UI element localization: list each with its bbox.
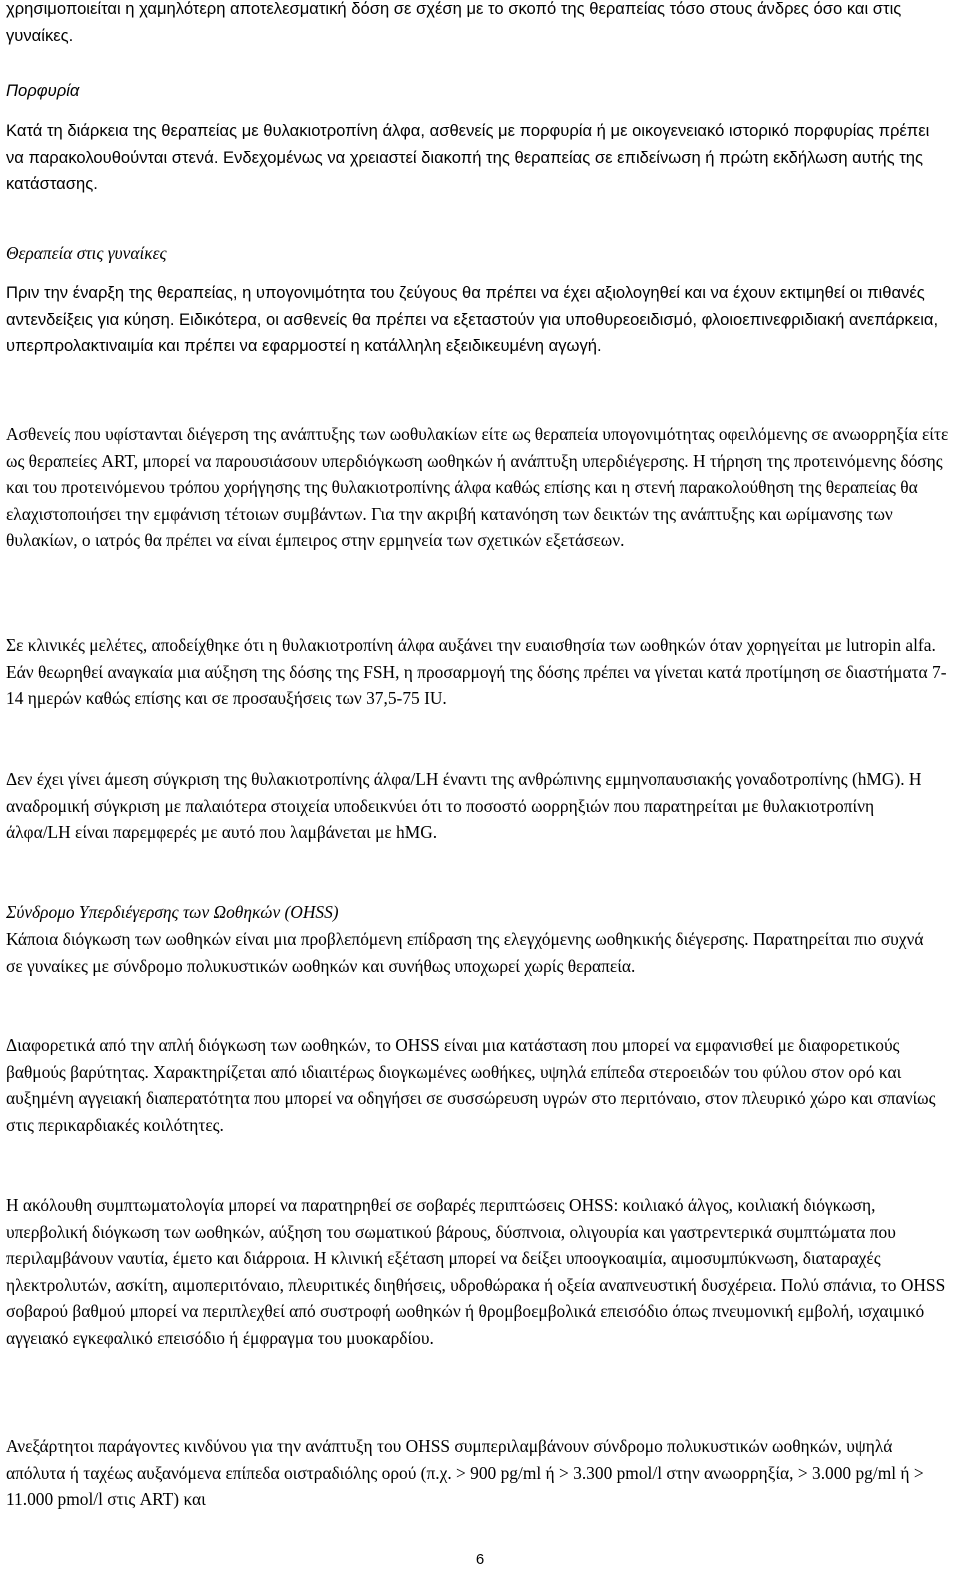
porphyria-heading: Πορφυρία	[6, 81, 80, 100]
page-number: 6	[475, 1551, 485, 1568]
women-therapy-paragraph: Πριν την έναρξη της θεραπείας, η υπογονιμότητα του ζεύγους θα πρέπει να έχει αξιολογηθεί και να έχουν εκτιμηθεί οι πιθανές αντενδείξεις για κύηση. Ειδικότερα, οι ασθενείς θα πρέπει να εξεταστούν για υποθυρεοειδισμό, φλοιοεπινεφριδιακή ανεπάρκεια, υπερπρολακτιναιμία και πρέπει να εφαρμοστεί η κατάλληλη εξειδικευμένη αγωγή.	[6, 283, 939, 355]
ohss-paragraph: Κάποια διόγκωση των ωοθηκών είναι μια προβλεπόμενη επίδραση της ελεγχόμενης ωοθηκικής διέγερσης. Παρατηρείται πιο συχνά σε γυναίκες με σύνδρομο πολυκυστικών ωοθηκών και συνήθως υποχωρεί χωρίς θεραπεία.	[6, 929, 924, 976]
ohss-heading: Σύνδρομο Υπερδιέγερσης των Ωοθηκών (OHSS)	[6, 902, 339, 922]
ovulation-induction-paragraph: Ασθενείς που υφίστανται διέγερση της ανάπτυξης των ωοθυλακίων είτε ως θεραπεία υπογονιμότητας οφειλόμενης σε ανωορρηξία είτε ως θεραπείες ART, μπορεί να παρουσιάσουν υπερδιόγκωση ωοθηκών ή ανάπτυξη υπερδιέγερσης. Η τήρηση της προτεινόμενης δόσης και του προτεινόμενου τρόπου χορήγησης της θυλακιοτροπίνης άλφα καθώς επίσης και η στενή παρακολούθηση της θεραπείας θα ελαχιστοποιήσει την εμφάνιση τέτοιων συμβάντων. Για την ακριβή κατανόηση των δεικτών της ανάπτυξης και ωρίμανσης των θυλακίων, ο ιατρός θα πρέπει να είναι έμπειρος στην ερμηνεία των σχετικών εξετάσεων.	[6, 424, 949, 551]
ohss-symptoms-paragraph: Η ακόλουθη συμπτωματολογία μπορεί να παρατηρηθεί σε σοβαρές περιπτώσεις OHSS: κοιλιακό άλγος, κοιλιακή διόγκωση, υπερβολική διόγκωση των ωοθηκών, αύξηση του σωματικού βάρους, δύσπνοια, ολιγουρία και γαστρεντερικά συμπτώματα που περιλαμβάνουν ναυτία, έμετο και διάρροια. Η κλινική εξέταση μπορεί να δείξει υποογκοαιμία, αιμοσυμπύκνωση, διαταραχές ηλεκτρολυτών, ασκίτη, αιμοπεριτόναιο, πλευριτικές διηθήσεις, υδροθώρακα ή οξεία αναπνευστική δυσχέρεια. Πολύ σπάνια, το OHSS σοβαρού βαθμού μπορεί να περιπλεχθεί από συστροφή ωοθηκών ή θρομβοεμβολικά επεισόδιο όπως πνευμονική εμβολή, ισχαιμικό αγγειακό εγκεφαλικό επεισόδιο ή έμφραγμα του μυοκαρδίου.	[6, 1195, 946, 1348]
hmg-comparison-paragraph: Δεν έχει γίνει άμεση σύγκριση της θυλακιοτροπίνης άλφα/LH έναντι της ανθρώπινης εμμηνοπαυσιακής γοναδοτροπίνης (hMG). Η αναδρομική σύγκριση με παλαιότερα στοιχεία υποδεικνύει ότι το ποσοστό ωορρηξιών που παρατηρείται με θυλακιοτροπίνη άλφα/LH είναι παρεμφερές με αυτό που λαμβάνεται με hMG.	[6, 769, 922, 843]
women-therapy-heading: Θεραπεία στις γυναίκες	[6, 243, 167, 263]
clinical-studies-paragraph: Σε κλινικές μελέτες, αποδείχθηκε ότι η θυλακιοτροπίνη άλφα αυξάνει την ευαισθησία των ωοθηκών όταν χορηγείται με lutropin alfa. Εάν θεωρηθεί αναγκαία μια αύξηση της δόσης της FSH, η προσαρμογή της δόσης πρέπει να γίνεται κατά προτίμηση σε διαστήματα 7-14 ημερών καθώς επίσης και σε προσαυξήσεις των 37,5-75 IU.	[6, 635, 947, 709]
ohss-severity-paragraph: Διαφορετικά από την απλή διόγκωση των ωοθηκών, το OHSS είναι μια κατάσταση που μπορεί να εμφανισθεί με διαφορετικούς βαθμούς βαρύτητας. Χαρακτηρίζεται από ιδιαιτέρως διογκωμένες ωοθήκες, υψηλά επίπεδα στεροειδών του φύλου στον ορό και αυξημένη αγγειακή διαπερατότητα που μπορεί να οδηγήσει σε συσσώρευση υγρών στο περιτόναιο, στον πλευρικό χώρο και σπανίως στις περικαρδιακές κοιλότητες.	[6, 1035, 936, 1135]
intro-paragraph: χρησιμοποιείται η χαμηλότερη αποτελεσματική δόση σε σχέση με το σκοπό της θεραπείας τόσο στους άνδρες όσο και στις γυναίκες.	[6, 0, 902, 45]
porphyria-paragraph: Κατά τη διάρκεια της θεραπείας με θυλακιοτροπίνη άλφα, ασθενείς με πορφυρία ή με οικογενειακό ιστορικό πορφυρίας πρέπει να παρακολουθούνται στενά. Ενδεχομένως να χρειαστεί διακοπή της θεραπείας σε επιδείνωση ή πρώτη εκδήλωση αυτής της κατάστασης.	[6, 121, 930, 193]
ohss-risk-factors-paragraph: Ανεξάρτητοι παράγοντες κινδύνου για την ανάπτυξη του OHSS συμπεριλαμβάνουν σύνδρομο πολυκυστικών ωοθηκών, υψηλά απόλυτα ή ταχέως αυξανόμενα επίπεδα οιστραδιόλης ορού (π.χ. > 900 pg/ml ή > 3.300 pmol/l στην ανωορρηξία, > 3.000 pg/ml ή > 11.000 pmol/l στις ART) και	[6, 1436, 924, 1510]
